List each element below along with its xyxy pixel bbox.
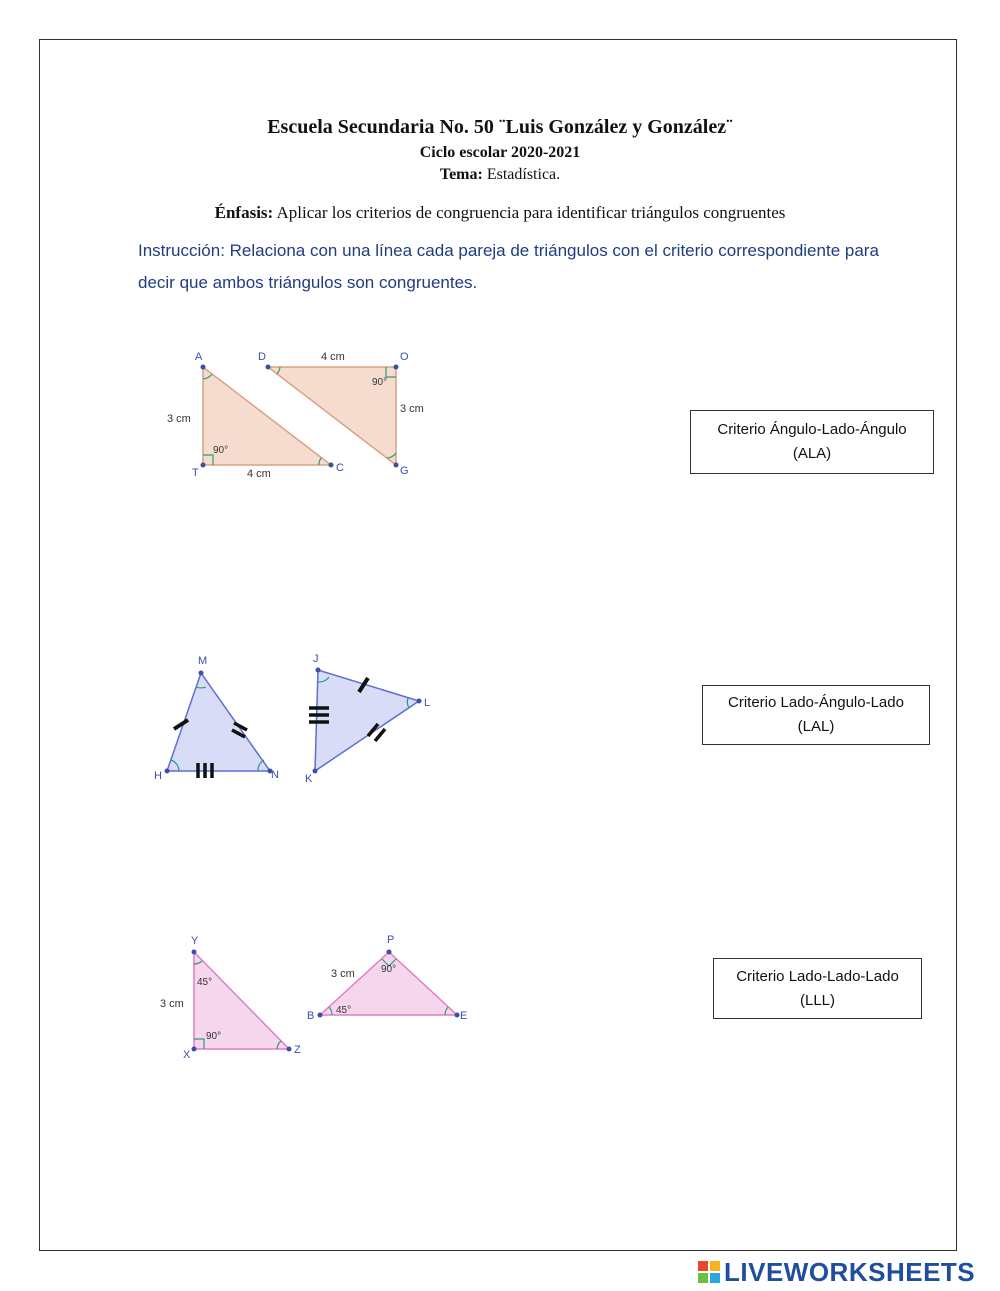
vertex-P (387, 950, 392, 955)
tick-mark-KL-2 (375, 729, 385, 741)
triangle-pair-2[interactable] (150, 650, 440, 790)
vertex-T (201, 463, 206, 468)
topic-label: Tema: (439, 166, 483, 183)
vertex-G (394, 463, 399, 468)
label-P: P (387, 934, 395, 946)
criterion-ala-box[interactable] (690, 410, 934, 474)
label-O: O (400, 351, 409, 363)
label-Z: Z (294, 1044, 301, 1056)
angle-label-X: 90° (206, 1031, 222, 1042)
label-L: L (424, 697, 431, 709)
vertex-Z (287, 1047, 292, 1052)
label-T: T (192, 467, 199, 479)
criterion-lal-box[interactable] (702, 685, 930, 745)
vertex-C (329, 463, 334, 468)
topic-value: Estadística. (486, 166, 561, 183)
label-Y: Y (191, 935, 199, 947)
vertex-D (266, 365, 271, 370)
school-title: Escuela Secundaria No. 50 ¨Luis González y González¨ (267, 116, 733, 138)
angle-label-B: 45° (336, 1005, 352, 1016)
side-label-AT: 3 cm (167, 413, 191, 425)
vertex-B (318, 1013, 323, 1018)
criterion-lll-box[interactable] (713, 958, 922, 1019)
criterion-lll-abbr: (LLL) (799, 991, 836, 1009)
triangle-pair-3[interactable] (150, 925, 480, 1070)
instruction-text: Instrucción: Relaciona con una línea cada pareja de triángulos con el criterio correspondiente para decir que ambos triángulos son congruentes. (138, 241, 879, 292)
criterion-lll-title: Criterio Lado-Lado-Lado (736, 967, 899, 985)
angle-label-O: 90° (372, 377, 388, 388)
vertex-K (313, 769, 318, 774)
topic-line (0, 166, 1000, 184)
side-label-TC: 4 cm (247, 468, 271, 480)
label-G: G (400, 465, 409, 477)
label-K: K (305, 773, 313, 785)
criterion-ala-abbr: (ALA) (792, 445, 832, 462)
liveworksheets-logo-icon (698, 1261, 720, 1283)
vertex-H (165, 769, 170, 774)
angle-label-P: 90° (381, 964, 397, 975)
triangle-pair-1[interactable] (150, 340, 440, 490)
label-D: D (258, 351, 266, 363)
vertex-A (201, 365, 206, 370)
label-N: N (271, 769, 279, 781)
emphasis-text: Aplicar los criterios de congruencia para identificar triángulos congruentes (276, 203, 786, 222)
side-label-XY: 3 cm (160, 998, 184, 1010)
label-J: J (313, 653, 319, 665)
triangle-JKL[interactable] (315, 670, 419, 771)
emphasis-label: Énfasis: (214, 203, 274, 222)
criterion-ala-title: Criterio Ángulo-Lado-Ángulo (717, 421, 907, 438)
vertex-O (394, 365, 399, 370)
label-C: C (336, 462, 344, 474)
label-M: M (198, 655, 208, 667)
label-B: B (307, 1010, 315, 1022)
vertex-L (417, 699, 422, 704)
vertex-E (455, 1013, 460, 1018)
side-label-OG: 3 cm (400, 403, 424, 415)
school-cycle: Ciclo escolar 2020-2021 (419, 144, 581, 161)
liveworksheets-logo[interactable] (698, 1258, 975, 1286)
label-A: A (195, 351, 203, 363)
side-label-DO: 4 cm (321, 351, 345, 363)
vertex-X (192, 1047, 197, 1052)
vertex-M (199, 671, 204, 676)
brand-name: LIVEWORKSHEETS (724, 1256, 976, 1287)
vertex-Y (192, 950, 197, 955)
criterion-lal-title: Criterio Lado-Ángulo-Lado (728, 694, 904, 711)
emphasis-line (0, 203, 1000, 223)
label-X: X (183, 1049, 191, 1061)
criterion-lal-abbr: (LAL) (797, 718, 835, 735)
angle-label-Y: 45° (197, 977, 213, 988)
angle-label-T: 90° (213, 445, 229, 456)
label-E: E (460, 1010, 468, 1022)
side-label-BP: 3 cm (331, 968, 355, 980)
vertex-J (316, 668, 321, 673)
label-H: H (154, 770, 162, 782)
